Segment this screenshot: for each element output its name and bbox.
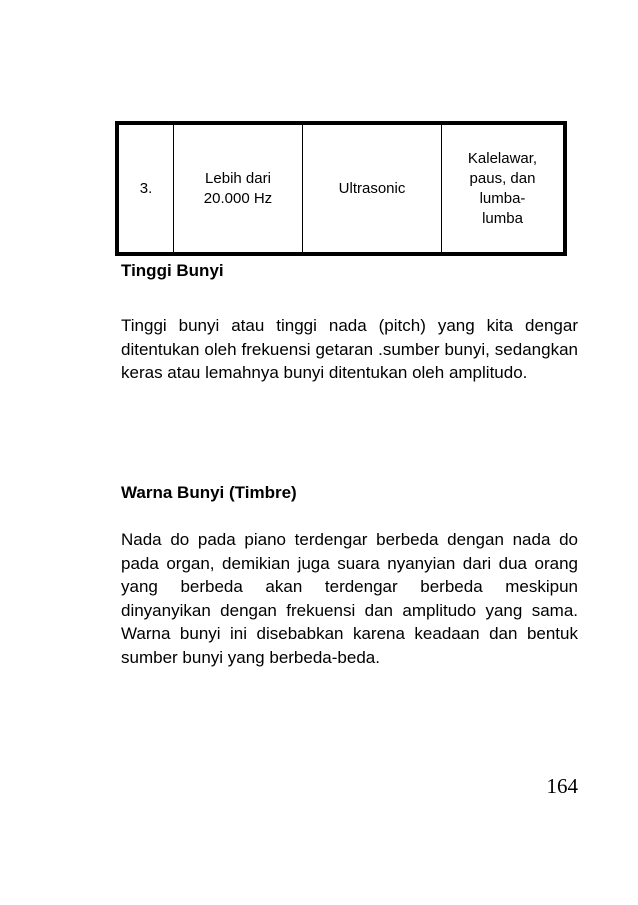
row-number: 3.: [139, 179, 153, 197]
examples-cell: [442, 123, 566, 254]
examples-line-4: lumba: [482, 209, 523, 227]
table-row: [117, 123, 565, 254]
examples-line-3: lumba-: [479, 189, 526, 207]
section-heading-warna-bunyi: Warna Bunyi (Timbre): [121, 483, 297, 502]
row-number-cell: [117, 123, 174, 254]
paragraph-tinggi-bunyi: Tinggi bunyi atau tinggi nada (pitch) yang kita dengar ditentukan oleh frekuensi getaran .sumber bunyi, sedangkan keras atau lemahnya bunyi ditentukan oleh amplitudo.: [121, 316, 578, 383]
frequency-range-line-2: 20.000 Hz: [203, 189, 273, 207]
page-number: 164: [546, 774, 578, 798]
section-heading-tinggi-bunyi: Tinggi Bunyi: [121, 261, 224, 280]
frequency-table: [115, 121, 567, 256]
frequency-range-cell: [174, 123, 303, 254]
frequency-range-line-1: Lebih dari: [205, 169, 271, 187]
examples-line-2: paus, dan: [469, 169, 536, 187]
paragraph-warna-bunyi: Nada do pada piano terdengar berbeda dengan nada do pada organ, demikian juga suara nyanyian dari dua orang yang berbeda akan terdengar berbeda meskipun dinyanyikan dengan frekuensi dan amplitudo yang sama. Warna bunyi ini disebabkan karena keadaan dan bentuk sumber bunyi yang berbeda-beda.: [121, 530, 578, 667]
sound-type-cell: [303, 123, 442, 254]
examples-line-1: Kalelawar,: [467, 149, 538, 167]
sound-type: Ultrasonic: [338, 179, 406, 197]
